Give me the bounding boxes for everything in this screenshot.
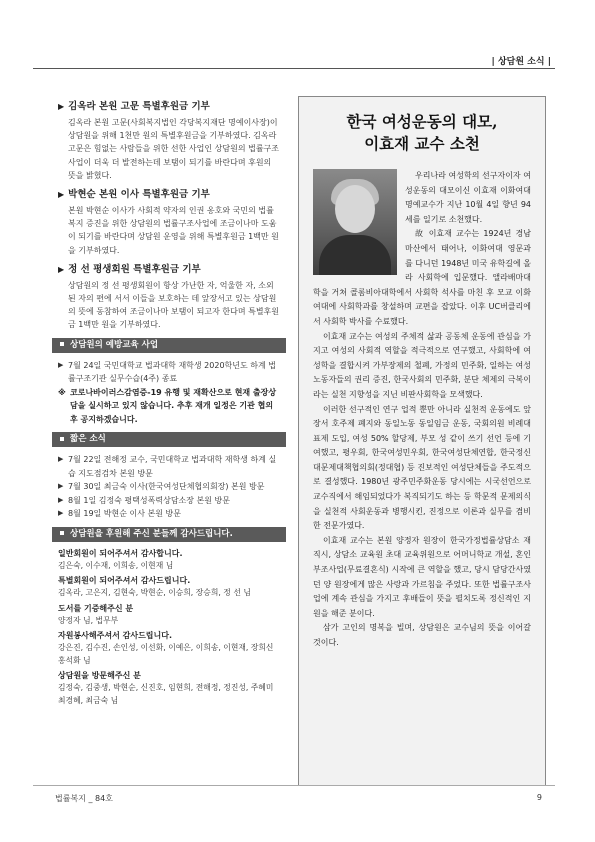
arrow-right-icon: ▶: [58, 190, 65, 200]
square-bullet-icon: [60, 342, 64, 346]
square-bullet-icon: [60, 437, 64, 441]
paragraph: 우리나라 여성학의 선구자이자 여성운동의 대모이신 이효재 이화여대 명예교수가 지난 10월 4일 향년 94세를 일기로 소천했다.: [405, 171, 531, 224]
thanks-group-title: 자원봉사해주셔서 감사드립니다.: [58, 631, 173, 641]
paragraph: 이효재 교수는 여성의 주체적 삶과 공동체 운동에 관심을 가지고 여성의 사회적 역할을 적극적으로 연구했고, 사회학에 여성학을 결합시켜 가부장제의 철폐, 가정의 민주화, 일하는 여성 노동자들의 권리 증진, 한국사회의 민주화, 분단 체제의 극복이라는 실천 지향성을 지닌 비판사회학을 모색했다.: [313, 331, 531, 399]
donation-item: [58, 188, 280, 257]
news-heading: 짧은 소식: [70, 434, 106, 445]
donation-item: [58, 100, 280, 182]
thanks-group-title: 특별회원이 되어주셔서 감사드립니다.: [58, 576, 191, 586]
arrow-right-icon: ▶: [58, 264, 65, 274]
arrow-right-icon: ▶: [58, 495, 64, 504]
donation-title: 박현순 본원 이사 특별후원금 기부: [68, 189, 210, 201]
thanks-group-title: 도서를 기증해주신 분: [58, 603, 134, 613]
thanks-group-title: 일반회원이 되어주셔서 감사합니다.: [58, 548, 183, 558]
paragraph: 이효재 교수는 본원 양정자 원장이 한국가정법률상담소 재직시, 상담소 교육원 초대 교육위원으로 어머니학교 개설, 혼인부조사업(무료결혼식) 시작에 큰 역할을 했고, 당시 담당간사였던 양 원장에게 많은 사랑과 가르침을 주었다. 또한 법률구조사업에 계속 관심을 가지고 후배들이 뜻을 펼치도록 정신적인 지원을 해준 분이다.: [313, 535, 531, 618]
issue-label: 법률복지 _ 84호: [55, 794, 113, 803]
page-number: 9: [536, 793, 542, 802]
donation-body: 상담원의 정 선 평생회원이 항상 가난한 자, 억울한 자, 소외된 자의 편에 서서 이들을 보호하는 데 앞장서고 있는 상담원의 뜻에 동참하여 조금이나마 보탬이 되고자 한다며 특별후원금 1백만 원을 기부하였다.: [68, 280, 279, 330]
donation-title: 정 선 평생회원 특별후원금 기부: [68, 263, 201, 275]
reference-mark: ※: [58, 387, 66, 397]
arrow-right-icon: ▶: [58, 360, 64, 369]
list-item: ▶ 8월 19일 박현순 이사 본원 방문: [58, 507, 280, 521]
thanks-group-names: 강은진, 김수진, 손인성, 이선화, 이예은, 이희송, 이현재, 장희신 홍석화 님: [58, 643, 274, 665]
thanks-heading: 상담원을 후원해 주신 분들께 감사드립니다.: [70, 528, 233, 539]
obituary-title: 한국 여성운동의 대모, 이효재 교수 소천: [346, 112, 498, 153]
donation-title: 김옥라 본원 고문 특별후원금 기부: [68, 101, 210, 112]
donation-body: 김옥라 본원 고문(사회복지법인 각당복지재단 명예이사장)이 상담원을 위해 1천만 원의 특별후원금을 기부하였다. 김옥라 고문은 힘없는 사람들을 위한 선한 사업인 상담원의 법률구조사업이 더욱 더 발전하는데 보탬이 되기를 바란다며 후원의 뜻을 밝혔다.: [68, 118, 279, 180]
thanks-group-names: 김은숙, 이수재, 이희송, 이현재 님: [58, 560, 174, 570]
thanks-group-names: 김옥라, 고은지, 김현숙, 박현순, 이승희, 장승희, 정 선 님: [58, 588, 251, 598]
obituary-box: [298, 96, 546, 786]
arrow-right-icon: ▶: [58, 102, 65, 111]
list-item: ▶ 7월 24일 국민대학교 법과대학 재학생 2020학년도 하계 법률구조기관 실무수습(4주) 종료: [58, 360, 276, 384]
prevention-heading: 상담원의 예방교육 사업: [70, 339, 159, 350]
thanks-group-names: 김정숙, 김중생, 박현순, 신진호, 임현희, 전해정, 정진성, 주혜미 최경혜, 최금숙 님: [58, 683, 274, 705]
section-tag: | 상담원 소식 |: [491, 57, 551, 67]
donation-item: [58, 263, 280, 332]
notice-text: ※ 코로나바이러스감염증-19 유행 및 재확산으로 현재 출장상담을 실시하고 있지 않습니다. 추후 재개 일정은 기관 협의 후 공지하겠습니다.: [58, 387, 277, 424]
footer-rule: [33, 785, 555, 786]
paragraph: 삼가 고인의 명복을 빌며, 상담원은 교수님의 뜻을 이어갈 것이다.: [313, 623, 531, 647]
list-item: ▶ 8월 1일 김정숙 평택성폭력상담소장 본원 방문: [58, 494, 280, 508]
square-bullet-icon: [60, 531, 64, 535]
news-heading-bar: [52, 432, 286, 447]
obituary-body: [313, 169, 531, 651]
paragraph: 이러한 선구적인 연구 업적 뿐만 아니라 실천적 운동에도 앞장서 호주제 폐지와 동일노동 동일임금 운동, 국회의원 비례대표제 도입, 여성 50% 할당제, 부모 성 같이 쓰기 선언 등에 기여했고, 평우회, 한국여성민우회, 한국여성단체연합, 한국정신대문제대책협의회(정대협) 등 진보적인 여성단체들을 주도적으로 결성했다. 1980년 광주민주화운동 당시에는 시국선언으로 교수직에서 해임되었다가 복직되기도 하는 등 학문적 문제의식을 실천적 사회운동과 병행시킨, 진정으로 이론과 실무를 겸비한 전문가였다.: [313, 404, 531, 531]
thanks-heading-bar: [52, 527, 286, 542]
thanks-group-names: 양정자 님, 법무부: [58, 615, 119, 625]
left-column: [58, 100, 280, 707]
paragraph: 故 이효재 교수는 1924년 경남 마산에서 태어나, 이화여대 영문과를 다니던 1948년 미국 유학길에 올라 사회학에 입문했다. 앨라배마대학을 거쳐 콜롬비아대학에서 사회학 석사를 마친 후 모교 이화여대에 사회학과를 창설하며 교편을 잡았다. 이후 UC버클리에서 사회학 박사를 수료했다.: [313, 229, 531, 326]
list-item: ▶ 7월 22일 전해정 교수, 국민대학교 법과대학 재학생 하계 실습 지도점검차 본원 방문: [58, 455, 277, 478]
thanks-group-title: 상담원을 방문해주신 분: [58, 671, 141, 681]
list-item: ▶ 7월 30일 최금숙 이사(한국여성단체협의회장) 본원 방문: [58, 480, 280, 494]
header-rule: [33, 68, 555, 69]
arrow-right-icon: ▶: [58, 455, 64, 464]
prevention-heading-bar: [52, 338, 286, 353]
arrow-right-icon: ▶: [58, 482, 64, 491]
arrow-right-icon: ▶: [58, 509, 64, 518]
thanks-list: [58, 548, 280, 708]
donation-body: 본원 박현순 이사가 사회적 약자의 인권 옹호와 국민의 법률복지 증진을 위한 상담원의 법률구조사업에 조금이나마 도움이 되기를 바란다며 상담원 운영을 위해 특별후원금 1백만 원을 기부하였다.: [68, 206, 279, 255]
